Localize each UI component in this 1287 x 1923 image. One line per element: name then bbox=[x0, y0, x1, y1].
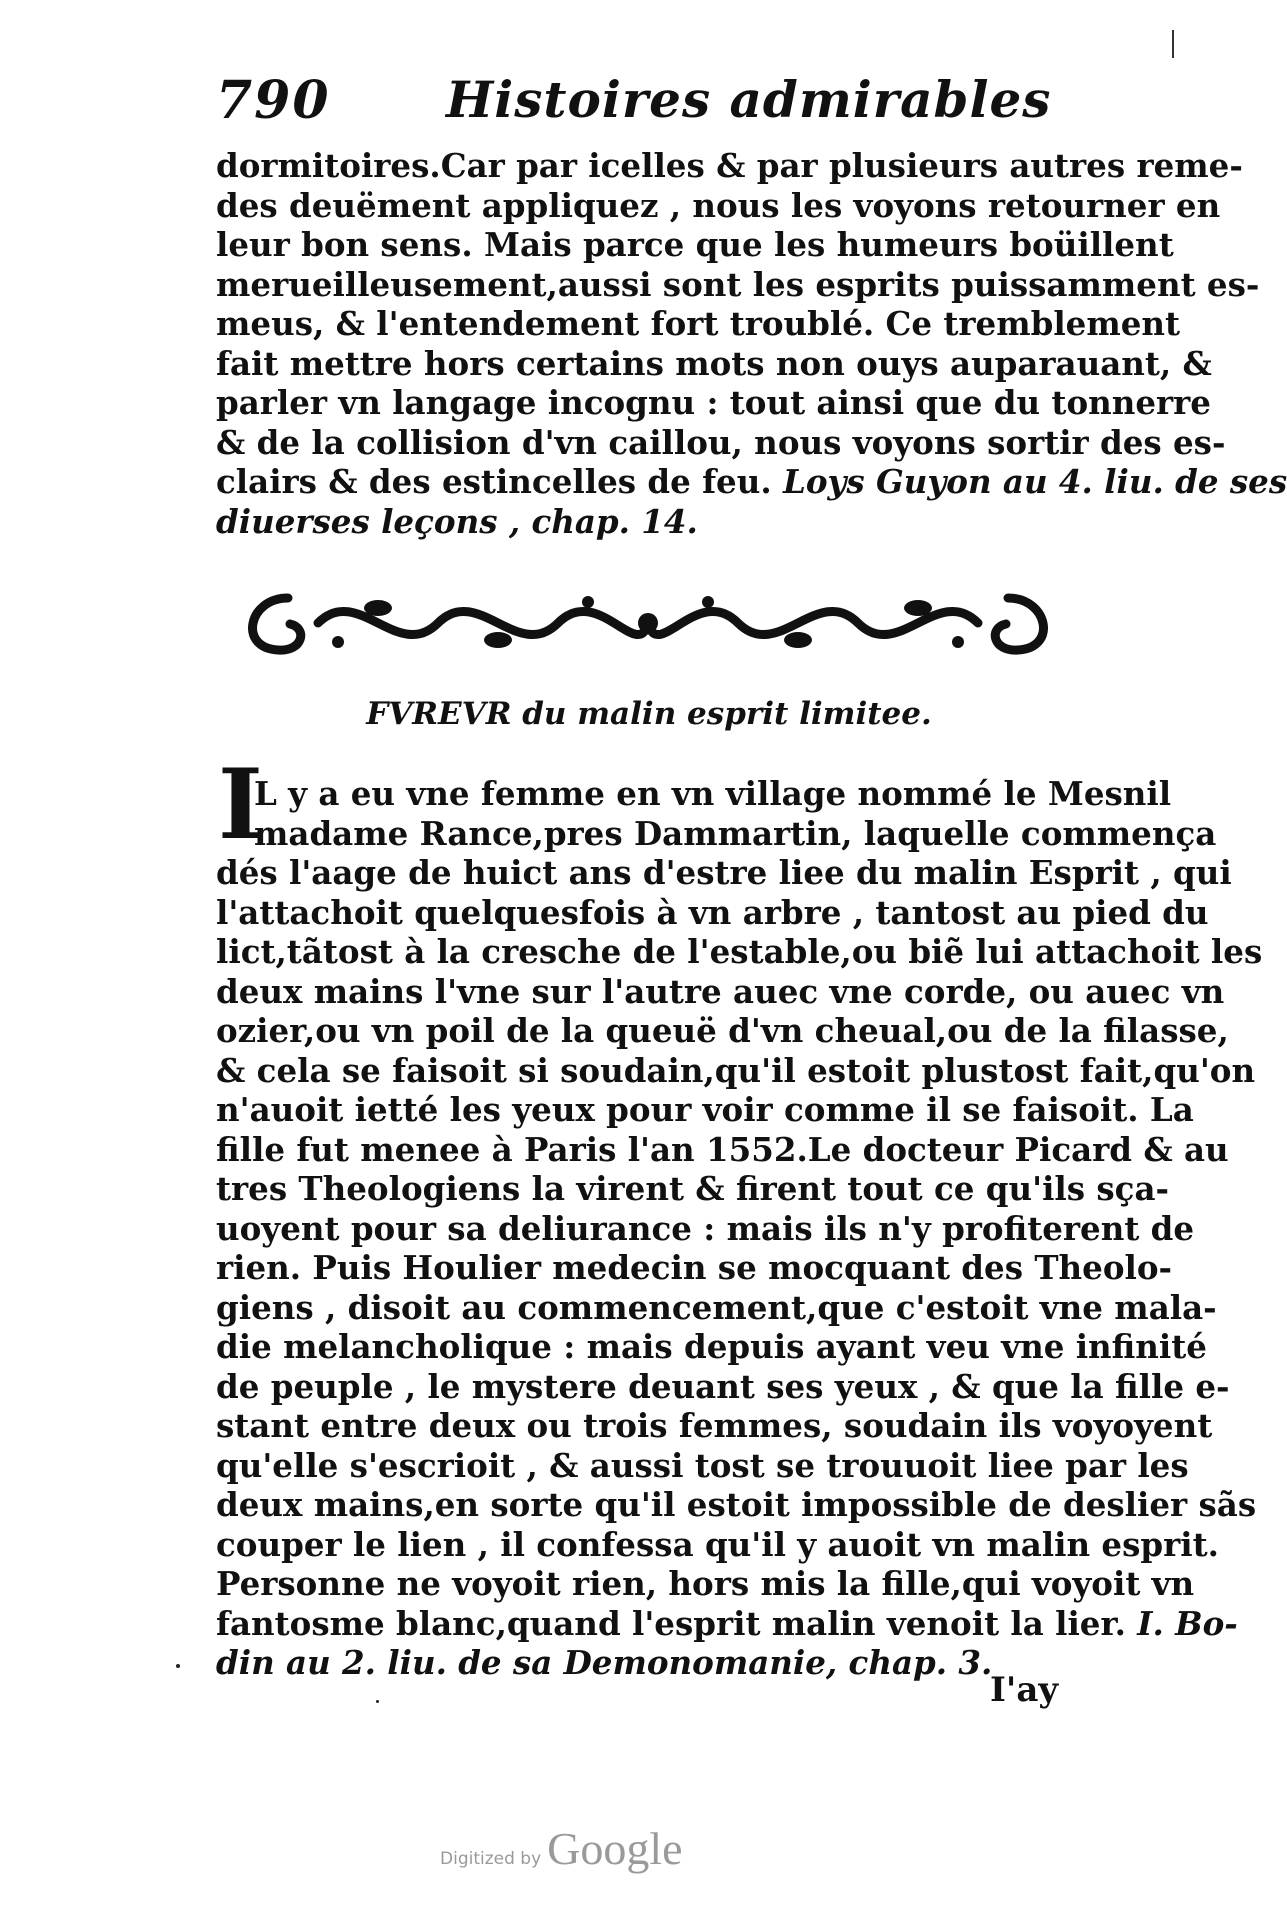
section-title: FVREVR du malin esprit limitee. bbox=[366, 696, 932, 732]
citation: Loys Guyon au 4. liu. de ses bbox=[783, 462, 1287, 501]
text-line: merueilleusement,aussi sont les esprits puissamment es- bbox=[216, 264, 1260, 304]
text-line-part: fantosme blanc,quand l'esprit malin venoit la lier. bbox=[216, 1603, 1126, 1643]
text-line bbox=[216, 462, 1287, 502]
text-line: ozier,ou vn poil de la queuë d'vn cheual,ou de la filasse, bbox=[216, 1011, 1229, 1050]
text-line: de peuple , le mystere deuant ses yeux , & que la fille e- bbox=[216, 1366, 1230, 1406]
text-line: & de la collision d'vn caillou, nous voyons sortir des es- bbox=[216, 422, 1226, 462]
catchword: I'ay bbox=[990, 1670, 1059, 1710]
citation: din au 2. liu. de sa Demonomanie, chap. 3. bbox=[216, 1643, 993, 1682]
section-paragraph bbox=[216, 774, 1263, 1683]
text-line: giens , disoit au commencement,que c'estoit vne mala- bbox=[216, 1287, 1217, 1327]
continued-paragraph bbox=[216, 146, 1287, 541]
text-line: tres Theologiens la virent & firent tout ce qu'ils sça- bbox=[216, 1169, 1170, 1208]
text-line bbox=[216, 1603, 1238, 1644]
text-line: die melancholique : mais depuis ayant veu vne infinité bbox=[216, 1327, 1207, 1366]
text-line: L y a eu vne femme en vn village nommé le Mesnil bbox=[254, 774, 1172, 813]
text-line: madame Rance,pres Dammartin, laquelle commença bbox=[254, 813, 1217, 853]
text-line: n'auoit ietté les yeux pour voir comme il se faisoit. La bbox=[216, 1090, 1194, 1129]
drop-cap: I bbox=[218, 748, 263, 861]
running-title: Histoires admirables bbox=[446, 70, 1052, 129]
google-logo: Google bbox=[547, 1823, 683, 1874]
digitized-by-watermark bbox=[440, 1822, 683, 1875]
running-head bbox=[216, 70, 1076, 140]
text-line: rien. Puis Houlier medecin se mocquant des Theolo- bbox=[216, 1248, 1173, 1287]
citation: I. Bo- bbox=[1137, 1603, 1238, 1643]
text-line: dormitoires.Car par icelles & par plusieurs autres reme- bbox=[216, 146, 1243, 185]
text-line: dés l'aage de huict ans d'estre liee du malin Esprit , qui bbox=[216, 853, 1232, 892]
text-line: parler vn langage incognu : tout ainsi que du tonnerre bbox=[216, 383, 1211, 422]
text-line: l'attachoit quelquesfois à vn arbre , tantost au pied du bbox=[216, 892, 1209, 932]
text-line: fait mettre hors certains mots non ouys auparauant, & bbox=[216, 343, 1212, 383]
text-line: deux mains,en sorte qu'il estoit impossible de deslier sãs bbox=[216, 1485, 1257, 1524]
text-line: des deuëment appliquez , nous les voyons retourner en bbox=[216, 185, 1221, 225]
text-line: leur bon sens. Mais parce que les humeurs boüillent bbox=[216, 225, 1174, 264]
text-line: qu'elle s'escrioit , & aussi tost se trouuoit liee par les bbox=[216, 1445, 1189, 1485]
text-line: deux mains l'vne sur l'autre auec vne corde, ou auec vn bbox=[216, 971, 1225, 1011]
citation: diuerses leçons , chap. 14. bbox=[216, 501, 698, 541]
text-line-part: clairs & des estincelles de feu. bbox=[216, 462, 772, 501]
page-number: 790 bbox=[216, 70, 331, 131]
page-edge-mark bbox=[1172, 30, 1174, 58]
ink-speck bbox=[376, 1700, 379, 1703]
text-line: couper le lien , il confessa qu'il y auoit vn malin esprit. bbox=[216, 1524, 1219, 1564]
text-line: stant entre deux ou trois femmes, soudain ils voyoyent bbox=[216, 1406, 1213, 1445]
text-line: & cela se faisoit si soudain,qu'il estoit plustost fait,qu'on bbox=[216, 1050, 1256, 1090]
decorative-ornament bbox=[228, 578, 1068, 668]
text-line: lict,tãtost à la cresche de l'estable,ou biẽ lui attachoit les bbox=[216, 932, 1263, 971]
text-line: uoyent pour sa deliurance : mais ils n'y profiterent de bbox=[216, 1208, 1195, 1248]
text-line: fille fut menee à Paris l'an 1552.Le docteur Picard & au bbox=[216, 1129, 1229, 1169]
text-line: meus, & l'entendement fort troublé. Ce tremblement bbox=[216, 304, 1181, 343]
text-line: Personne ne voyoit rien, hors mis la fille,qui voyoit vn bbox=[216, 1564, 1195, 1603]
digitized-by-label: Digitized by bbox=[440, 1849, 542, 1869]
ink-speck bbox=[176, 1664, 180, 1668]
